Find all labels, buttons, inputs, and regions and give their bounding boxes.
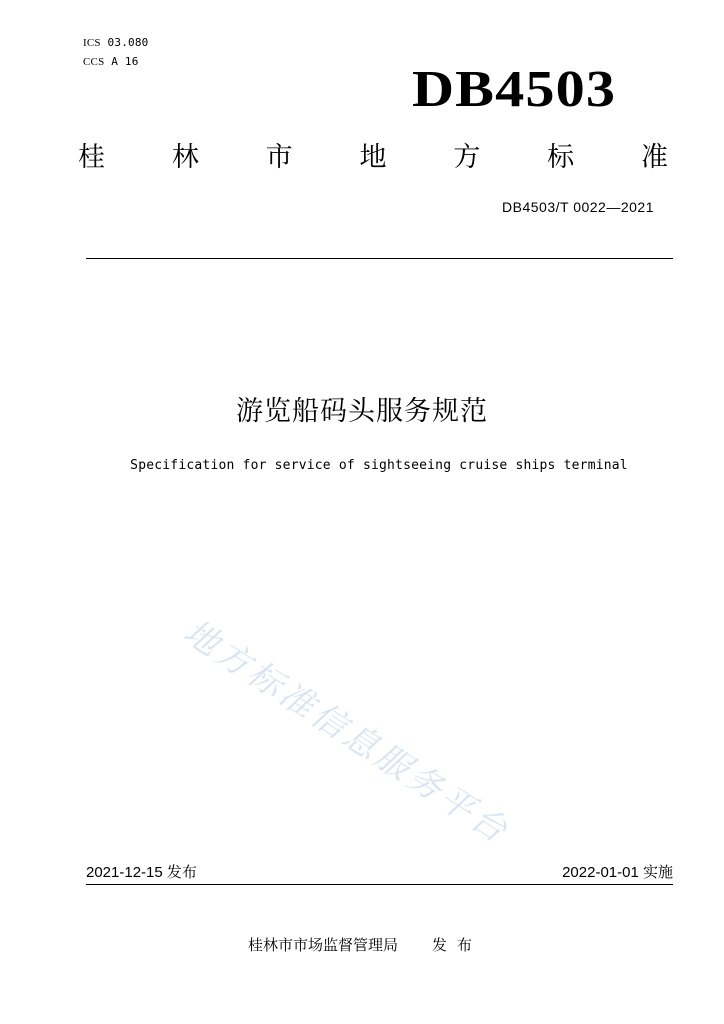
ics-label: ICS [83, 37, 101, 49]
watermark: 地方标准信息服务平台 [176, 612, 517, 853]
bottom-divider [86, 884, 673, 885]
standard-type-char: 市 [265, 142, 293, 173]
standard-type-char: 地 [359, 142, 387, 173]
ccs-classification [83, 55, 139, 69]
standard-type-char: 方 [453, 142, 481, 173]
ccs-label: CCS [83, 56, 105, 68]
issuing-authority [248, 934, 482, 956]
document-title: 游览船码头服务规范 [236, 396, 488, 427]
standard-type-char: 林 [171, 142, 199, 173]
ics-classification [83, 36, 148, 50]
ics-code: 03.080 [107, 36, 149, 49]
release-date: 2021-12-15 发布 [86, 864, 197, 881]
standard-type-char: 标 [547, 142, 575, 173]
standard-type-char: 桂 [78, 142, 105, 173]
standard-number: DB4503/T 0022—2021 [502, 199, 654, 215]
standard-type-char: 准 [640, 142, 668, 173]
standard-code-logo: DB4503 [412, 61, 617, 118]
ccs-code: A 16 [111, 55, 139, 68]
standard-type-heading [78, 140, 668, 176]
top-divider [86, 258, 673, 259]
document-subtitle-english: Specification for service of sightseeing cruise ships terminal [130, 458, 628, 473]
issuer-name: 桂林市市场监督管理局 [248, 936, 399, 954]
issuer-action: 发布 [432, 936, 483, 954]
implementation-date: 2022-01-01 实施 [562, 864, 673, 881]
